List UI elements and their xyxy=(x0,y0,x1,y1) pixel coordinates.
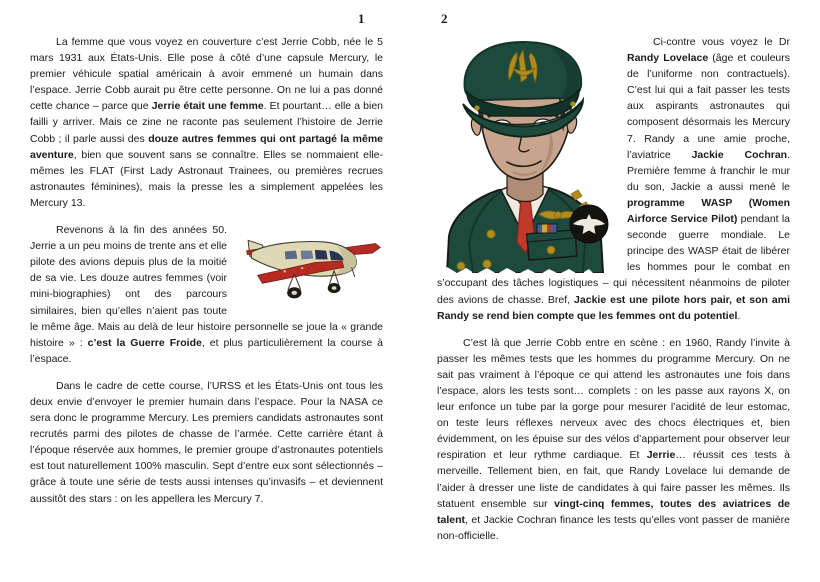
emphasised-text: vingt-cinq femmes, toutes des aviatrices de talent xyxy=(437,497,791,526)
right-page xyxy=(410,0,820,582)
paragraph-2-2: C’est là que Jerrie Cobb entre en scène : en 1960, Randy l’invite à passer les mêmes tests que les hommes du programme Mercury. On ne sait pas vraiment à l’époque ce qui attend les astronautes une fois dans l’espace, alors les tests sont… complets : on les passe aux rayons X, on leur enfonce un tube par la gorge pour mesurer l’acidité de leur estomac, on teste leurs réflexes nerveux avec des chocs électriques et, bien évidemment, on les épuise sur des vélos d’appartement pour observer leur respiration et leur rythme cardiaque. Et Jerrie… réussit ces tests à merveille. Tellement bien, en fait, que Randy Lovelace lui demande de l’aider à dresser une liste de candidates à qui faire passer les mêmes. Ils statuent ensemble sur vingt-cinq femmes, toutes des aviatrices de talent, et Jackie Cochran finance les tests qu’elles vont passer de manière non-officielle. xyxy=(437,336,791,542)
emphasised-text: Jackie est une pilote hors pair, et son ami Randy se rend bien compte que les femmes ont du potentiel xyxy=(437,293,790,322)
paragraph-1-3: Dans le cadre de cette course, l’URSS et les États-Unis ont tous les deux envie d’envoyer le premier humain dans l’espace. Pour la NASA ce sera donc le programme Mercury. Les premiers candidats astronautes sont recrutés parmi des pilotes de chasse de l’armée. Cette carrière étant à l’époque réservée aux hommes, le premier groupe d’astronautes potentiels est tout naturellement 100% masculin. Sept d’entre eux sont sélectionnés – grâce à toute une série de tests aussi intenses qu’invasifs – et deviennent aussitôt des stars : on les appellera les Mercury 7. xyxy=(30,379,383,505)
paragraph-2-1: Ci-contre vous voyez le Dr Randy Lovelace (âge et couleurs de l’uniforme non contractuels). C’est lui qui a fait passer les tests aux aspirants astronautes qui composent désormais les Mercury 7. Randy a une amie proche, l’aviatrice Jackie Cochran. Première femme à franchir le mur du son, Jackie a aussi mené le programme WASP (Women Airforce Service Pilot) pendant la seconde guerre mondiale. Le principe des WASP était de libérer les hommes pour le combat en s’occupant des tâches logistiques – qui nécessitent néanmoins de piloter des avions de chasse. Bref, Jackie est une pilote hors pair, et son ami Randy se rend bien compte que les femmes ont du potentiel. xyxy=(437,34,790,324)
emphasised-text: c’est la Guerre Froide xyxy=(87,336,202,349)
paragraph-1-2: Revenons à la fin des années 50. Jerrie a un peu moins de trente ans et elle pilote des avions depuis plus de la moitié de sa vie. Les douze autres femmes (voir mini-biographies) ont des parcours similaires, bien qu’elles n’aient pas toute le même âge. Mais au delà de leur histoire personnelle se joue la « grande histoire » : c’est la Guerre Froide, et plus particulièrement la course à l’espace. xyxy=(30,222,383,367)
right-page-text-column xyxy=(437,34,790,544)
light-airplane-illustration xyxy=(235,226,387,304)
left-page-text-column xyxy=(30,34,383,507)
emphasised-text: Randy Lovelace xyxy=(627,52,709,65)
page-number-left: 1 xyxy=(358,11,365,26)
randy-lovelace-portrait-illustration xyxy=(431,38,617,273)
emphasised-text: douze autres femmes qui ont partagé la même aventure xyxy=(30,132,383,161)
emphasised-text: Jerrie xyxy=(646,449,676,462)
emphasised-text: Jackie Cochran xyxy=(691,148,788,161)
emphasised-text: Jerrie était une femme xyxy=(151,100,264,113)
page-number-right: 2 xyxy=(441,11,448,26)
paragraph-1-1: La femme que vous voyez en couverture c’est Jerrie Cobb, née le 5 mars 1931 aux États-Unis. Elle pose à côté d’une capsule Mercury, le premier véhicule spatial américain à avoir emmené un humain dans l’espace. Jerrie Cobb aurait pu être cette personne. On ne lui a pas donné cette chance – parce que Jerrie était une femme. Et pourtant… elle a bien failli y arriver. Mais ce zine ne raconte pas seulement l’histoire de Jerrie Cobb ; il parle aussi des douze autres femmes qui ont partagé la même aventure, bien que souvent sans se connaître. Elles se nommaient elle-mêmes les FLAT (First Lady Astronaut Trainees, ou premières recrues astronautes féminines), mais la presse les a simplement appelées les Mercury 13. xyxy=(30,36,384,209)
emphasised-text: programme WASP (Women Airforce Service Pilot) xyxy=(627,196,790,226)
